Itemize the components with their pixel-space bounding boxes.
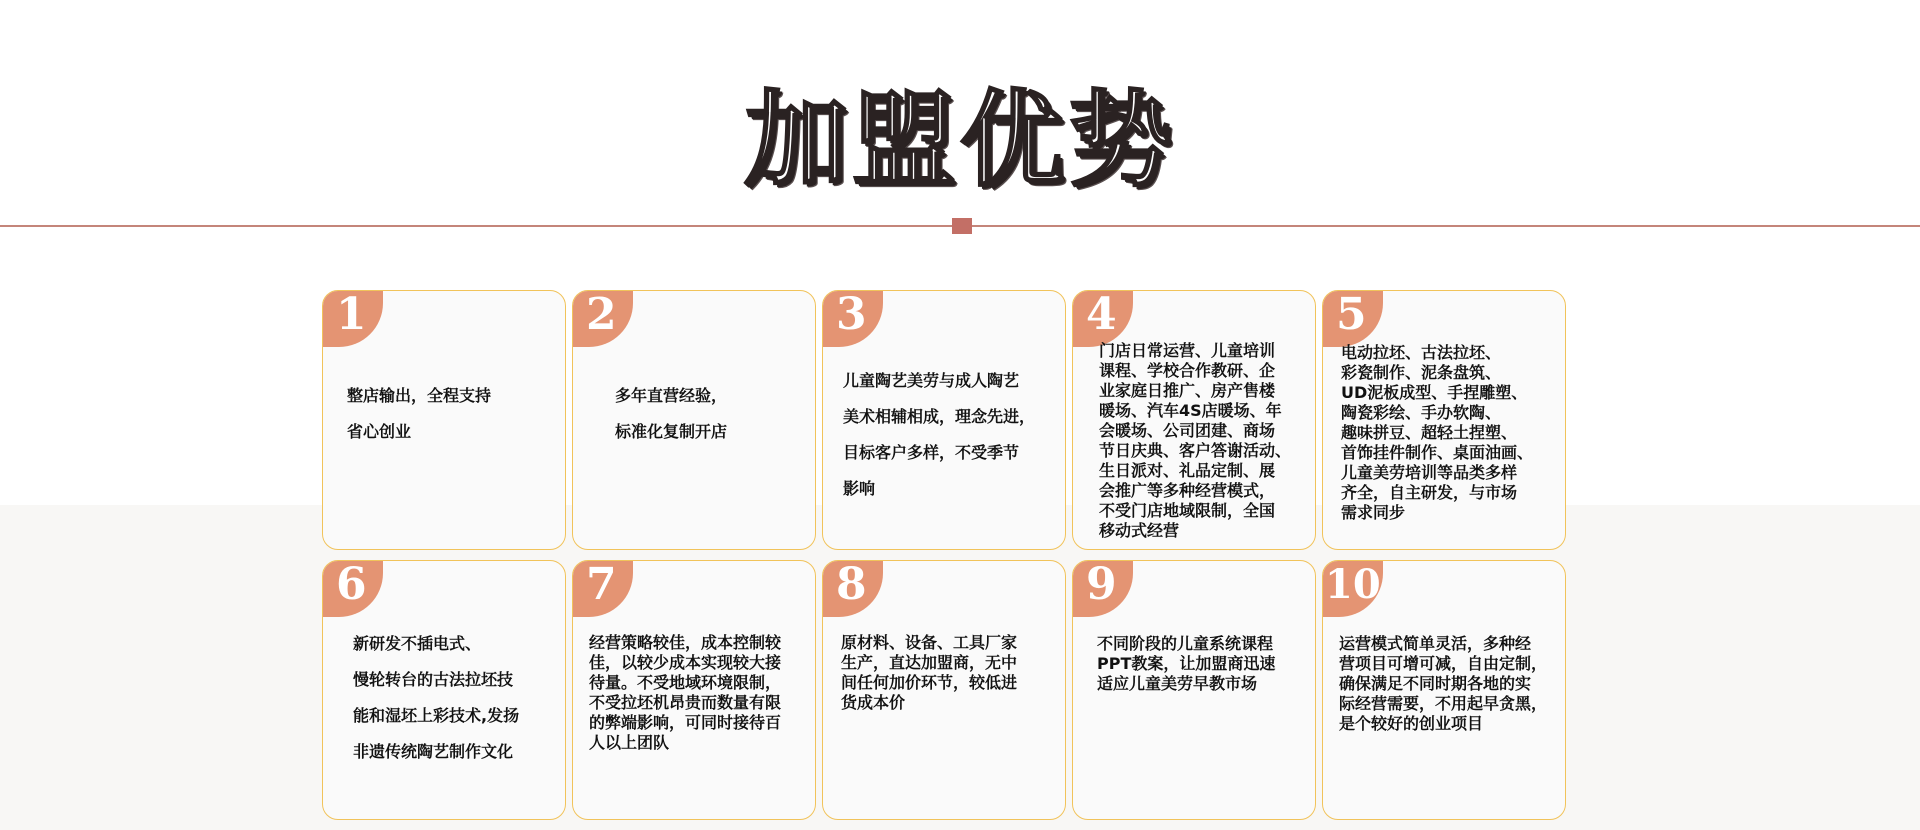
card-number: 5 xyxy=(1336,290,1367,340)
card-text: 新研发不插电式、 慢轮转台的古法拉坯技 能和湿坯上彩技术,发扬 非遗传统陶艺制作文化 xyxy=(353,634,520,761)
card-text: 运营模式简单灵活，多种经 营项目可增可减，自由定制， 确保满足不同时期各地的实 际经营需要，不用起早贪黑， 是个较好的创业项目 xyxy=(1339,634,1548,733)
card-number: 2 xyxy=(586,290,617,340)
advantage-card-8 xyxy=(822,560,1066,820)
card-text: 多年直营经验， 标准化复制开店 xyxy=(615,386,728,441)
card-text: 整店输出，全程支持 省心创业 xyxy=(347,386,492,441)
card-text: 门店日常运营、儿童培训 课程、学校合作教研、企 业家庭日推广、房产售楼 暖场、汽车4S店暖场、年 会暖场、公司团建、商场 节日庆典、客户答谢活动、 生日派对、礼品定制、展 会推广等多种经营模式， 不受门店地域限制，全国 移动式经营 xyxy=(1099,341,1292,540)
advantage-card-1 xyxy=(322,290,566,550)
advantage-card-6 xyxy=(322,560,566,820)
card-text: 不同阶段的儿童系统课程 PPT教案，让加盟商迅速 适应儿童美劳早教市场 xyxy=(1097,634,1276,693)
advantage-card-4 xyxy=(1072,290,1316,550)
card-number: 8 xyxy=(836,560,867,610)
advantage-card-9 xyxy=(1072,560,1316,820)
card-number: 10 xyxy=(1325,561,1381,608)
card-text: 儿童陶艺美劳与成人陶艺 美术相辅相成，理念先进， 目标客户多样，不受季节 影响 xyxy=(843,371,1036,498)
card-text: 电动拉坯、古法拉坯、 彩瓷制作、泥条盘筑、 UD泥板成型、手捏雕塑、 陶瓷彩绘、手办软陶、 趣味拼豆、超轻土捏塑、 首饰挂件制作、桌面油画、 儿童美劳培训等品类多样 齐全，自主研发，与市场 需求同步 xyxy=(1341,343,1534,522)
card-number: 3 xyxy=(836,290,867,340)
title-container xyxy=(0,78,1920,201)
divider-square-marker xyxy=(952,218,972,234)
card-number: 4 xyxy=(1086,290,1117,340)
page-title: 加盟优势 xyxy=(743,78,1176,201)
advantage-card-2 xyxy=(572,290,816,550)
advantage-card-5 xyxy=(1322,290,1566,550)
advantage-card-10 xyxy=(1322,560,1566,820)
card-number: 7 xyxy=(586,560,617,610)
card-text: 经营策略较佳，成本控制较 佳，以较少成本实现较大接 待量。不受地域环境限制， 不受拉坯机昂贵而数量有限 的弊端影响，可同时接待百 人以上团队 xyxy=(589,633,782,752)
card-number: 1 xyxy=(336,290,367,340)
advantage-card-7 xyxy=(572,560,816,820)
card-text: 原材料、设备、工具厂家 生产，直达加盟商，无中 间任何加价环节，较低进 货成本价 xyxy=(841,633,1018,712)
card-number: 6 xyxy=(336,560,367,610)
card-number: 9 xyxy=(1086,560,1117,610)
advantage-card-3 xyxy=(822,290,1066,550)
